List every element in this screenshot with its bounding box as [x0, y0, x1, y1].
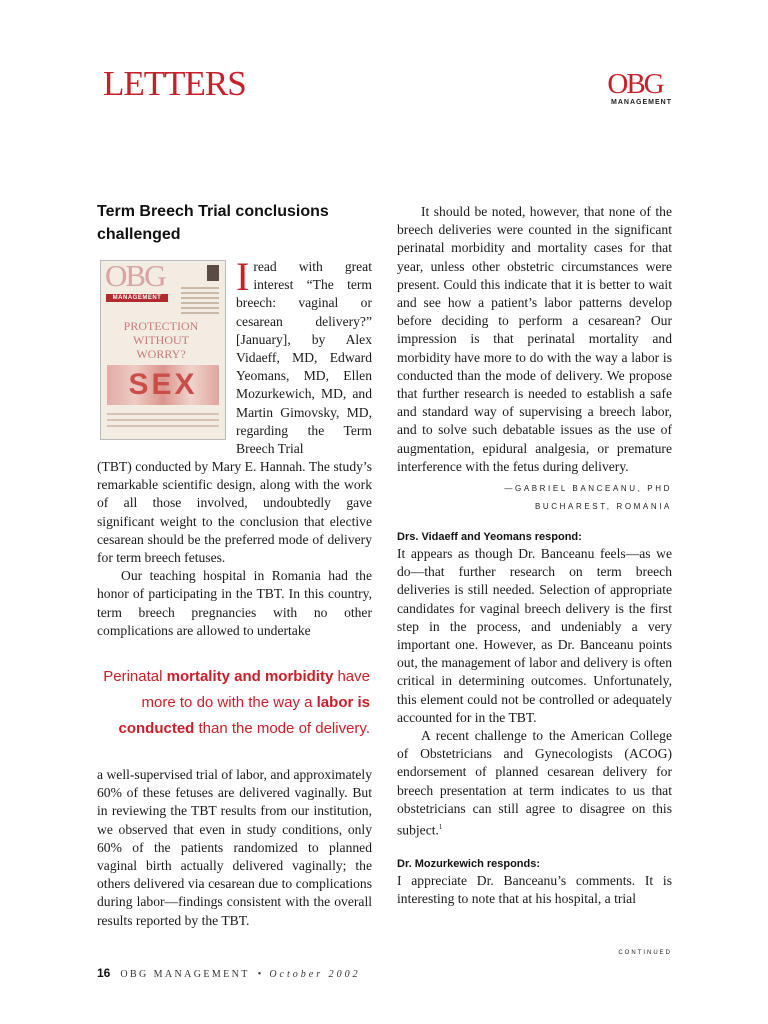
- paragraph-4: It should be noted, however, that none of the breech deliveries were counted in the significant perinatal morbidity and mortality cases for that year, unless other obstetric circumstances were present. Could this indicate that it is better to wait and see how a patient’s labor patterns develop before deciding to perform a cesarean? Our impression is that perinatal mortality and morbidity have more to do with the way a labor is conducted than the mode of delivery. We propose that further research is needed to establish a safe and standard way of supervising a breech labor, and to solve such debatable issues as the use of augmentation, epidural analgesia, or premature interference with the fetus during delivery.: [397, 204, 672, 474]
- drop-cap: I: [236, 254, 250, 299]
- footer-date: October 2002: [269, 969, 361, 980]
- opening-text: read with great interest “The term breech: vaginal or cesarean delivery?” [January], by Alex Vidaeff, MD, Edward Yeomans, MD, Ellen Mozurkewich, MD, and Martin Gimovsky, MD, regarding the Term Breech Trial: [236, 259, 372, 457]
- cover-text-lines: [181, 287, 219, 317]
- logo-management: MANAGEMENT: [611, 99, 672, 106]
- response-1-paragraph-2: [397, 727, 672, 840]
- pullquote-bold: mortality and morbidity: [166, 668, 334, 685]
- continued-marker: CONTINUED: [618, 950, 672, 956]
- footer-separator: •: [257, 969, 262, 980]
- magazine-cover-image: [100, 260, 226, 440]
- page-footer: [97, 966, 361, 980]
- magazine-logo: [598, 70, 672, 106]
- pullquote-bold: labor is conducted: [118, 694, 370, 737]
- cover-art-text: SEX: [107, 365, 219, 405]
- reference-marker: 1: [438, 823, 443, 832]
- pullquote-part: Perinatal: [103, 668, 167, 685]
- response-heading-2: Dr. Mozurkewich responds:: [397, 857, 541, 870]
- response-1-text: A recent challenge to the American College of Obstetricians and Gynecologists (ACOG) endorsement of planned cesarean delivery for breech presentation at term indicates to us that obstetricians can still agree to disagree on this subject.: [397, 728, 672, 838]
- right-column: [397, 203, 672, 908]
- left-column-bottom: [97, 766, 372, 930]
- response-1-paragraph-1: It appears as though Dr. Banceanu feels—as we do—that further research on term breech deliveries is still needed. Selection of appropriate candidates for vaginal breech delivery is the first step in the process, and undeniably a very important one. However, as Dr. Banceanu points out, the management of labor and delivery is often critical in determining outcomes. Unfortunately, this element could not be controlled or adequately accounted for in the TBT.: [397, 546, 672, 725]
- signature-name: —GABRIEL BANCEANU, PHD: [504, 484, 672, 494]
- page-number: 16: [97, 966, 111, 980]
- cover-bottom-lines: [107, 413, 219, 431]
- cover-headline: PROTECTION WITHOUT WORRY?: [123, 319, 199, 361]
- response-heading: Drs. Vidaeff and Yeomans respond:: [397, 531, 582, 544]
- footer-magazine: OBG MANAGEMENT: [120, 969, 250, 980]
- section-title: LETTERS: [103, 64, 246, 103]
- signature-place: BUCHAREST, ROMANIA: [534, 502, 672, 512]
- response-2-paragraph-1: I appreciate Dr. Banceanu’s comments. It is interesting to note that at his hospital, a trial: [397, 872, 672, 907]
- logo-obg: OBG: [607, 68, 663, 100]
- paragraph-2: Our teaching hospital in Romania had the honor of participating in the TBT. In this country, term breech pregnancies with no other complications are allowed to undertake: [97, 568, 372, 638]
- left-column-top: [97, 458, 372, 640]
- cover-title: OBG: [105, 260, 165, 293]
- cover-photo: [207, 265, 219, 281]
- cover-subtitle: MANAGEMENT: [106, 294, 168, 302]
- pull-quote: [78, 664, 370, 742]
- pullquote-part: have more to do with the way a: [141, 668, 370, 711]
- article-headline: Term Breech Trial conclusions challenged: [97, 203, 329, 243]
- paragraph-3: a well-supervised trial of labor, and approximately 60% of these fetuses are delivered vaginally. But in reviewing the TBT results from our institution, we observed that even in study conditions, only 60% of the patients randomized to planned vaginal birth actually delivered vaginally; the others delivered via cesarean due to complications during labor—findings consistent with the overall results reported by the TBT.: [97, 767, 372, 928]
- opening-paragraph: [236, 254, 372, 458]
- pullquote-part: than the mode of delivery.: [194, 720, 370, 737]
- paragraph-1-continued: (TBT) conducted by Mary E. Hannah. The study’s remarkable scientific design, along with the work of all those involved, undoubtedly gave significant weight to the conclusion that elective cesarean should be the preferred mode of delivery for term breech fetuses.: [97, 459, 372, 566]
